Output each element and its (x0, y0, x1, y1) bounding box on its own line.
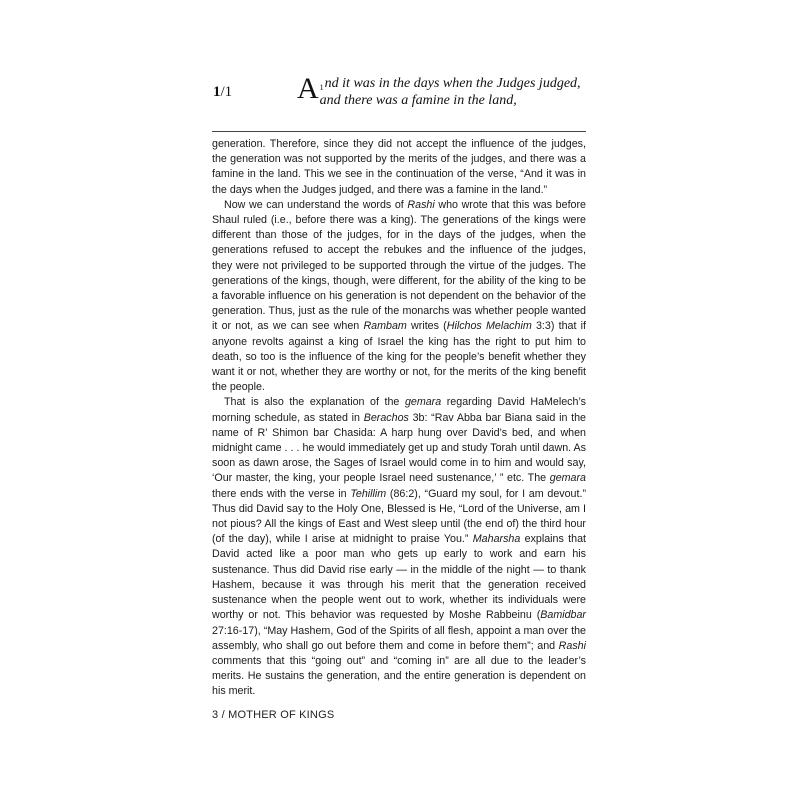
text-run: That is also the explanation of the (224, 396, 405, 409)
text-run: who wrote that this was before Shaul ruled (i.e., before there was a king). The generations of the kings were different than those of the judges, for in the days of the judges, when the generations refused to accept the rebukes and the influence of the judges, they were not privileged to be supported through the virtue of the judges. The generations of the kings, though, were different, for the ability of the king to be a favorable influence on his generation is not dependent on the behavior of the generation. Thus, just as the rule of the monarchs was whether people wanted it or not, as we can see when (212, 198, 586, 333)
verse-number: 1 (319, 83, 324, 92)
italic-term: Bamidbar (540, 609, 586, 622)
text-run: 3:3) that if anyone revolts against a king of Israel the king has the right to put him to death, so too is the influence of the king for the people’s benefit whether they want it or not, whether they are worthy or not, for the merits of the king benefit the people. (212, 320, 586, 394)
verse-text: nd it was in the days when the Judges judged, and there was a famine in the land, (319, 76, 581, 108)
italic-term: Rashi (558, 639, 586, 652)
body-paragraph (212, 137, 586, 198)
italic-term: Berachos (363, 411, 409, 424)
page-footer: 3 / MOTHER OF KINGS (212, 709, 335, 721)
text-run: comments that this “going out” and “coming in” are all due to the leader’s merits. He sustains the generation, and the entire generation is dependent on his merit. (212, 654, 586, 698)
chapter-verse-reference (213, 84, 232, 101)
italic-term: Maharsha (472, 533, 521, 546)
text-run: 3b: “Rav Abba bar Biana said in the name of R’ Shimon bar Chasida: A harp hung over David’s bed, and when midnight came . . . he would immediately get up and study Torah until dawn. As soon as dawn arose, the Sages of Israel would come in to him and would say, ‘Our master, the king, your people Israel need sustenance,’ ” etc. The (212, 411, 586, 485)
italic-term: Hilchos Melachim (446, 320, 532, 333)
text-run: regarding David HaMelech’s morning schedule, as stated in (212, 396, 586, 424)
italic-term: Rambam (363, 320, 407, 333)
verse-reference: /1 (220, 84, 233, 100)
body-paragraph (212, 395, 586, 699)
text-run: Now we can understand the words of (224, 198, 408, 211)
italic-term: Tehillim (350, 487, 387, 500)
chapter-number: 1 (213, 84, 221, 100)
italic-term: Rashi (407, 198, 435, 211)
italic-term: gemara (549, 472, 586, 485)
header-divider (212, 131, 586, 132)
text-run: (86:2), “Guard my soul, for I am devout.” Thus did David say to the Holy One, Blessed is He, “Lord of the Universe, am I not pious? All the kings of East and West sleep until (the end of) the third hour (of the day), while I arise at midnight to praise You.” (212, 487, 587, 546)
text-run: there ends with the verse in (212, 487, 351, 500)
drop-cap-letter: A (297, 72, 319, 105)
verse-quote (297, 72, 587, 109)
body-paragraph (212, 198, 586, 396)
italic-term: gemara (404, 396, 442, 409)
text-run: generation. Therefore, since they did not accept the influence of the judges, the generation was not supported by the merits of the judges, and there was a famine in the land. This we see in the continuation of the verse, “And it was in the days when the Judges judged, and there was a famine in the land.” (212, 138, 586, 196)
commentary-body (212, 137, 586, 700)
text-run: explains that David acted like a poor man who gets up early to work and earn his sustenance. Thus did David rise early — in the middle of the night — to thank Hashem, because it was through his merit that the generation received sustenance when the people went out to work, whether its individuals were worthy or not. This behavior was requested by Moshe Rabbeinu ( (212, 533, 586, 622)
text-run: writes ( (406, 320, 447, 333)
text-run: 27:16-17), “May Hashem, God of the Spirits of all flesh, appoint a man over the assembly, who shall go out before them and come in before them”; and (212, 624, 586, 652)
